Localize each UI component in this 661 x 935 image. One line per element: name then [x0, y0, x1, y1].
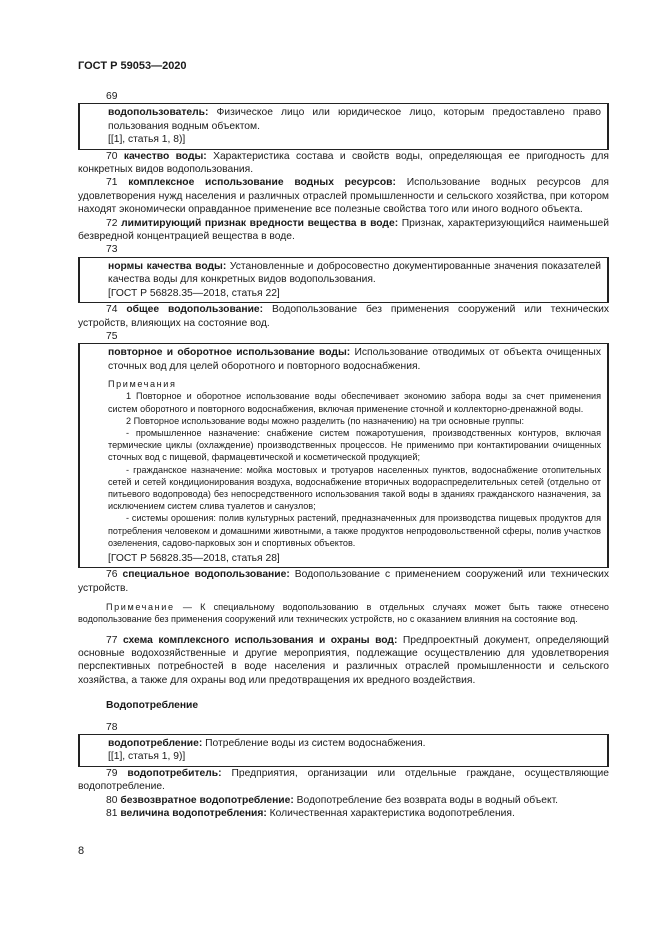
- term-80-number: 80: [106, 794, 121, 806]
- term-77-number: 77: [106, 634, 123, 646]
- term-75-notes-title: Примечания: [108, 379, 177, 390]
- term-71-definition: Использование водных ресурсов для удовлетворения нужд населения и различных отраслей промышленности и сельского хозяйства, при котором находят экономически оправданное применение все полезные свойства того или иного водного объекта.: [78, 177, 609, 216]
- term-71: [78, 176, 609, 216]
- term-75-box: [78, 343, 609, 568]
- term-74-term: общее водопользование:: [126, 304, 264, 316]
- term-69-definition: Физическое лицо или юридическое лицо, которым предоставлено право пользования водным объектом.: [108, 107, 601, 132]
- term-76-note-text: — К специальному водопользованию в отдельных случаях может быть также отнесено водопользование без применения сооружений или технических устройств, но с оказанием влияния на состояние вод.: [78, 602, 609, 625]
- term-77: [78, 634, 609, 688]
- term-70-term: качество воды:: [123, 150, 207, 162]
- term-76-definition: Водопользование с применением сооружений или технических устройств.: [78, 569, 609, 594]
- term-75-note-2-irrigation: - системы орошения: полив культурных растений, предназначенных для производства пищевых продуктов для потребления человеком и домашними животными, а также продуктов непродовольственной сферы, полив участков озеленения, садово-парковых зон и спортивных объектов.: [108, 513, 601, 548]
- section-heading: Водопотребление: [106, 700, 199, 712]
- term-73-definition: Установленные и добросовестно документированные значения показателей качества воды для конкретных видов водопользования.: [108, 260, 601, 286]
- term-70-number: 70: [106, 150, 124, 162]
- term-69-box: [78, 103, 609, 149]
- term-69-text: [108, 106, 601, 133]
- page-number: 8: [78, 845, 85, 857]
- term-80: [78, 794, 609, 807]
- term-75-definition: Использование отводимых от объекта очищенных сточных вод для целей оборотного и повторного водоснабжения.: [108, 347, 601, 372]
- term-78-box: [78, 734, 609, 767]
- term-74-definition: Водопользование без применения сооружений или технических устройств, влияющих на состояние вод.: [78, 304, 609, 329]
- term-80-definition: Водопотребление без возврата воды в водный объект.: [293, 794, 559, 806]
- term-72-term: лимитирующий признак вредности вещества в воде:: [121, 217, 399, 229]
- term-75-notes: [108, 378, 601, 549]
- term-81-definition: Количественная характеристика водопотребления.: [266, 808, 515, 820]
- term-73-term: нормы качества воды:: [108, 260, 227, 272]
- term-73-text: [108, 260, 601, 287]
- term-69-number: 69: [106, 91, 118, 102]
- term-79-definition: Предприятия, организации или отдельные граждане, осуществляющие водопотребление.: [78, 767, 609, 793]
- term-75-term: повторное и оборотное использование воды:: [108, 347, 351, 359]
- term-81: [78, 807, 609, 820]
- term-75-note-2: 2 Повторное использование воды можно разделить (по назначению) на три основные группы:: [126, 415, 525, 426]
- term-74-number: 74: [106, 304, 127, 316]
- term-73-box: [78, 257, 609, 303]
- term-80-term: безвозвратное водопотребление:: [120, 794, 294, 806]
- term-75-text: [108, 346, 601, 373]
- term-76-note-label: Примечание: [106, 602, 175, 613]
- term-77-term: схема комплексного использования и охраны вод:: [122, 634, 398, 646]
- term-76: [78, 568, 609, 595]
- term-78-definition: Потребление воды из систем водоснабжения.: [202, 738, 426, 750]
- term-79-term: водопотребитель:: [127, 767, 222, 779]
- term-76-number: 76: [106, 569, 123, 581]
- term-75-note-2-industrial: - промышленное назначение: снабжение систем пожаротушения, производственных контуров, включая термические циклы (охлаждение) производственных процессов. Не применимо при контактировании очищенных сточных вод с пищевой, фармацевтической и косметической продукцией;: [108, 427, 601, 463]
- term-75-note-2-civil: - гражданское назначение: мойка мостовых и тротуаров населенных пунктов, водоснабжение отопительных сетей и сетей кондиционирования воздуха, водоснабжение вторичных водораспределительных сетей (отдельно от питьевого водопровода) без непосредственного использования такой воды в зданиях гражданского назначения, за исключением систем слива туалетов и санузлов;: [108, 464, 601, 512]
- term-75-reference: [ГОСТ Р 56828.35—2018, статья 28]: [108, 552, 280, 564]
- term-69-term: водопользователь:: [108, 107, 209, 119]
- term-79: [78, 767, 609, 794]
- term-81-term: величина водопотребления:: [120, 808, 267, 820]
- term-72-definition: Признак, характеризующийся наименьшей безвредной концентрацией вещества в воде.: [78, 217, 609, 243]
- term-74: [78, 303, 609, 330]
- term-72-number: 72: [106, 217, 122, 229]
- term-81-number: 81: [106, 808, 121, 820]
- term-73-number: 73: [106, 244, 118, 256]
- term-75-number: 75: [106, 330, 118, 342]
- term-71-term: комплексное использование водных ресурсов:: [128, 177, 396, 189]
- term-70: [78, 150, 609, 177]
- term-78-reference: [[1], статья 1, 9)]: [108, 751, 186, 763]
- term-76-note: [78, 601, 609, 625]
- term-71-number: 71: [106, 177, 129, 189]
- term-72: [78, 217, 609, 244]
- term-78-text: [108, 737, 601, 750]
- term-75-note-1: 1 Повторное и оборотное использование воды обеспечивает экономию забора воды за счет применения систем оборотного и повторного водоснабжения, включая применение сточной и коллекторно-дренажной воды.: [108, 391, 601, 414]
- term-79-number: 79: [106, 767, 128, 779]
- term-78-term: водопотребление:: [108, 738, 203, 750]
- terms-column: [78, 90, 609, 820]
- term-78-number: 78: [106, 721, 118, 733]
- term-69-reference: [[1], статья 1, 8)]: [108, 134, 186, 146]
- term-73-reference: [ГОСТ Р 56828.35—2018, статья 22]: [108, 287, 280, 299]
- document-code-header: ГОСТ Р 59053—2020: [78, 60, 187, 72]
- term-70-definition: Характеристика состава и свойств воды, определяющая ее пригодность для конкретных видов водопользования.: [78, 150, 609, 176]
- term-76-term: специальное водопользование:: [122, 569, 290, 581]
- term-77-definition: Предпроектный документ, определяющий основные водохозяйственные и другие мероприятия, подлежащие осуществлению для удовлетворения перспективных потребностей в воде населения и различных отраслей промышленности и сельского хозяйства, а также для охраны вод или предотвращения их вредного воздействия.: [78, 634, 609, 686]
